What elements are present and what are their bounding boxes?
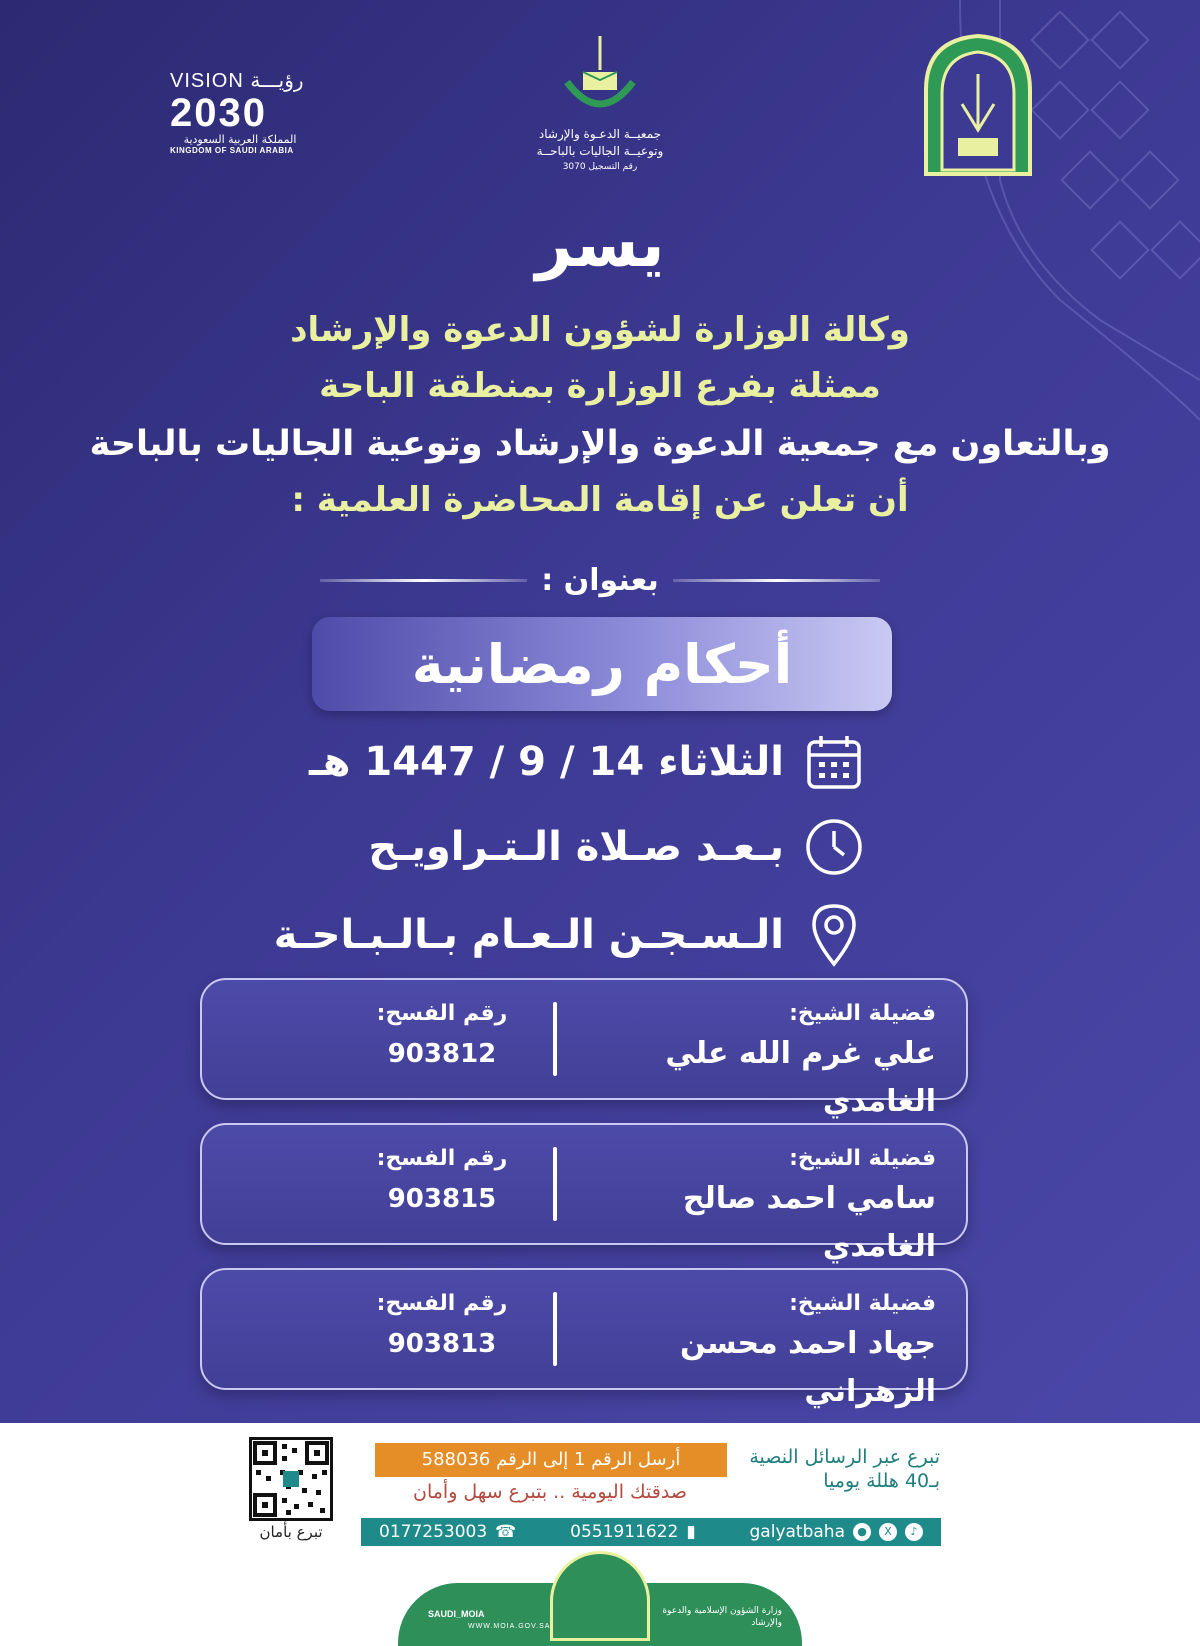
speaker-name: سامي احمد صالح الغامدي [682,1181,936,1264]
clock-icon [804,817,864,877]
speaker-name: علي غرم الله علي الغامدي [665,1036,936,1119]
mobile-phone-icon: ▮ [686,1522,696,1542]
permit-number-label: رقم الفسح: [376,1291,508,1316]
vision-country-english: KINGDOM OF SAUDI ARABIA [170,146,294,155]
sms-tagline: صدقتك اليومية .. بتبرع سهل وأمان [413,1481,687,1503]
qr-code-icon [252,1440,330,1518]
mobile-group [570,1522,696,1542]
permit-number-label: رقم الفسح: [376,1146,508,1171]
permit-number-label: رقم الفسح: [376,1001,508,1026]
vision-country-arabic: المملكة العربية السعودية [183,133,297,146]
social-handle[interactable]: galyatbaha [749,1522,845,1542]
title-label-row [320,560,880,600]
location-pin-icon [804,905,864,965]
location-row [274,900,864,970]
snapchat-icon[interactable]: ● [853,1523,871,1541]
donation-footer [0,1423,1200,1646]
lecture-location: الـسـجـن الـعـام بـالـبـاحـة [273,912,784,958]
card-divider [553,1292,557,1366]
association-logo [520,30,680,190]
brand-website[interactable]: WWW.MOIA.GOV.SA [468,1623,551,1630]
card-divider [553,1147,557,1221]
sms-instruction: أرسل الرقم 1 إلى الرقم 588036 [375,1443,727,1477]
sms-donation-heading [720,1445,940,1493]
divider-rule-left [320,579,527,582]
speaker-title-label: فضيلة الشيخ: [789,1001,936,1026]
mosque-arch-icon [550,1551,650,1641]
announcement-line-4: أن تعلن عن إقامة المحاضرة العلمية : [291,480,909,520]
calendar-icon [804,732,864,792]
card-divider [553,1002,557,1076]
announcement-opening: يسر [535,208,665,282]
association-name-line1: جمعيــة الدعـوة والإرشاد [538,127,662,141]
divider-rule-right [673,579,880,582]
tiktok-icon[interactable]: ♪ [905,1523,923,1541]
speaker-name: جهاد احمد محسن الزهراني [679,1326,936,1409]
vision-year: 2030 [170,91,267,135]
mobile-number[interactable]: 0551911622 [570,1522,679,1542]
speaker-title-label: فضيلة الشيخ: [789,1291,936,1316]
landline-number[interactable]: 0177253003 [379,1522,488,1542]
telephone-icon: ☎ [495,1522,517,1542]
vision-label: VISION رؤيـــة [170,70,304,92]
x-icon[interactable]: X [879,1523,897,1541]
social-group [750,1522,923,1542]
association-name-line2: وتوعيــة الجاليات بالباحــة [536,144,664,158]
association-registration: رقم التسجيل 3070 [562,162,638,172]
qr-caption: تبرع بأمان [259,1523,323,1541]
brand-handle: SAUDI_MOIA [428,1609,485,1619]
speaker-card [200,978,968,1119]
landline-group [379,1522,516,1542]
vision-2030-logo [170,68,320,168]
contact-bar [361,1518,941,1546]
lecture-date: الثلاثاء 14 / 9 / 1447 هـ [309,739,784,785]
announcement-line-2: ممثلة بفرع الوزارة بمنطقة الباحة [319,366,881,406]
ministry-name: وزارة الشؤون الإسلامية والدعوة والإرشاد [662,1606,782,1628]
permit-number: 903812 [387,1039,497,1069]
speaker-title-label: فضيلة الشيخ: [789,1146,936,1171]
title-label: بعنوان : [541,562,659,598]
permit-number: 903813 [387,1329,497,1359]
announcement-line-1: وكالة الوزارة لشؤون الدعوة والإرشاد [290,310,910,350]
permit-number: 903815 [387,1184,497,1214]
lecture-title: أحكام رمضانية [411,632,793,696]
ministry-footer-brand [398,1583,802,1646]
association-emblem-icon [555,30,645,122]
speaker-card [200,1123,968,1264]
lecture-time: بـعـد صـلاة الـتـراويـح [368,824,784,870]
announcement-line-3: وبالتعاون مع جمعية الدعوة والإرشاد وتوعية الجاليات بالباحة [89,424,1111,464]
qr-code[interactable] [249,1437,333,1521]
speaker-card [200,1268,968,1409]
lecture-title-box [312,617,892,711]
time-row [368,812,864,882]
ministry-logo [922,34,1034,176]
date-row [309,727,864,797]
sms-heading-line-2: بـ40 هللة يوميا [823,1470,940,1492]
sms-heading-line-1: تبرع عبر الرسائل النصية [749,1446,940,1468]
